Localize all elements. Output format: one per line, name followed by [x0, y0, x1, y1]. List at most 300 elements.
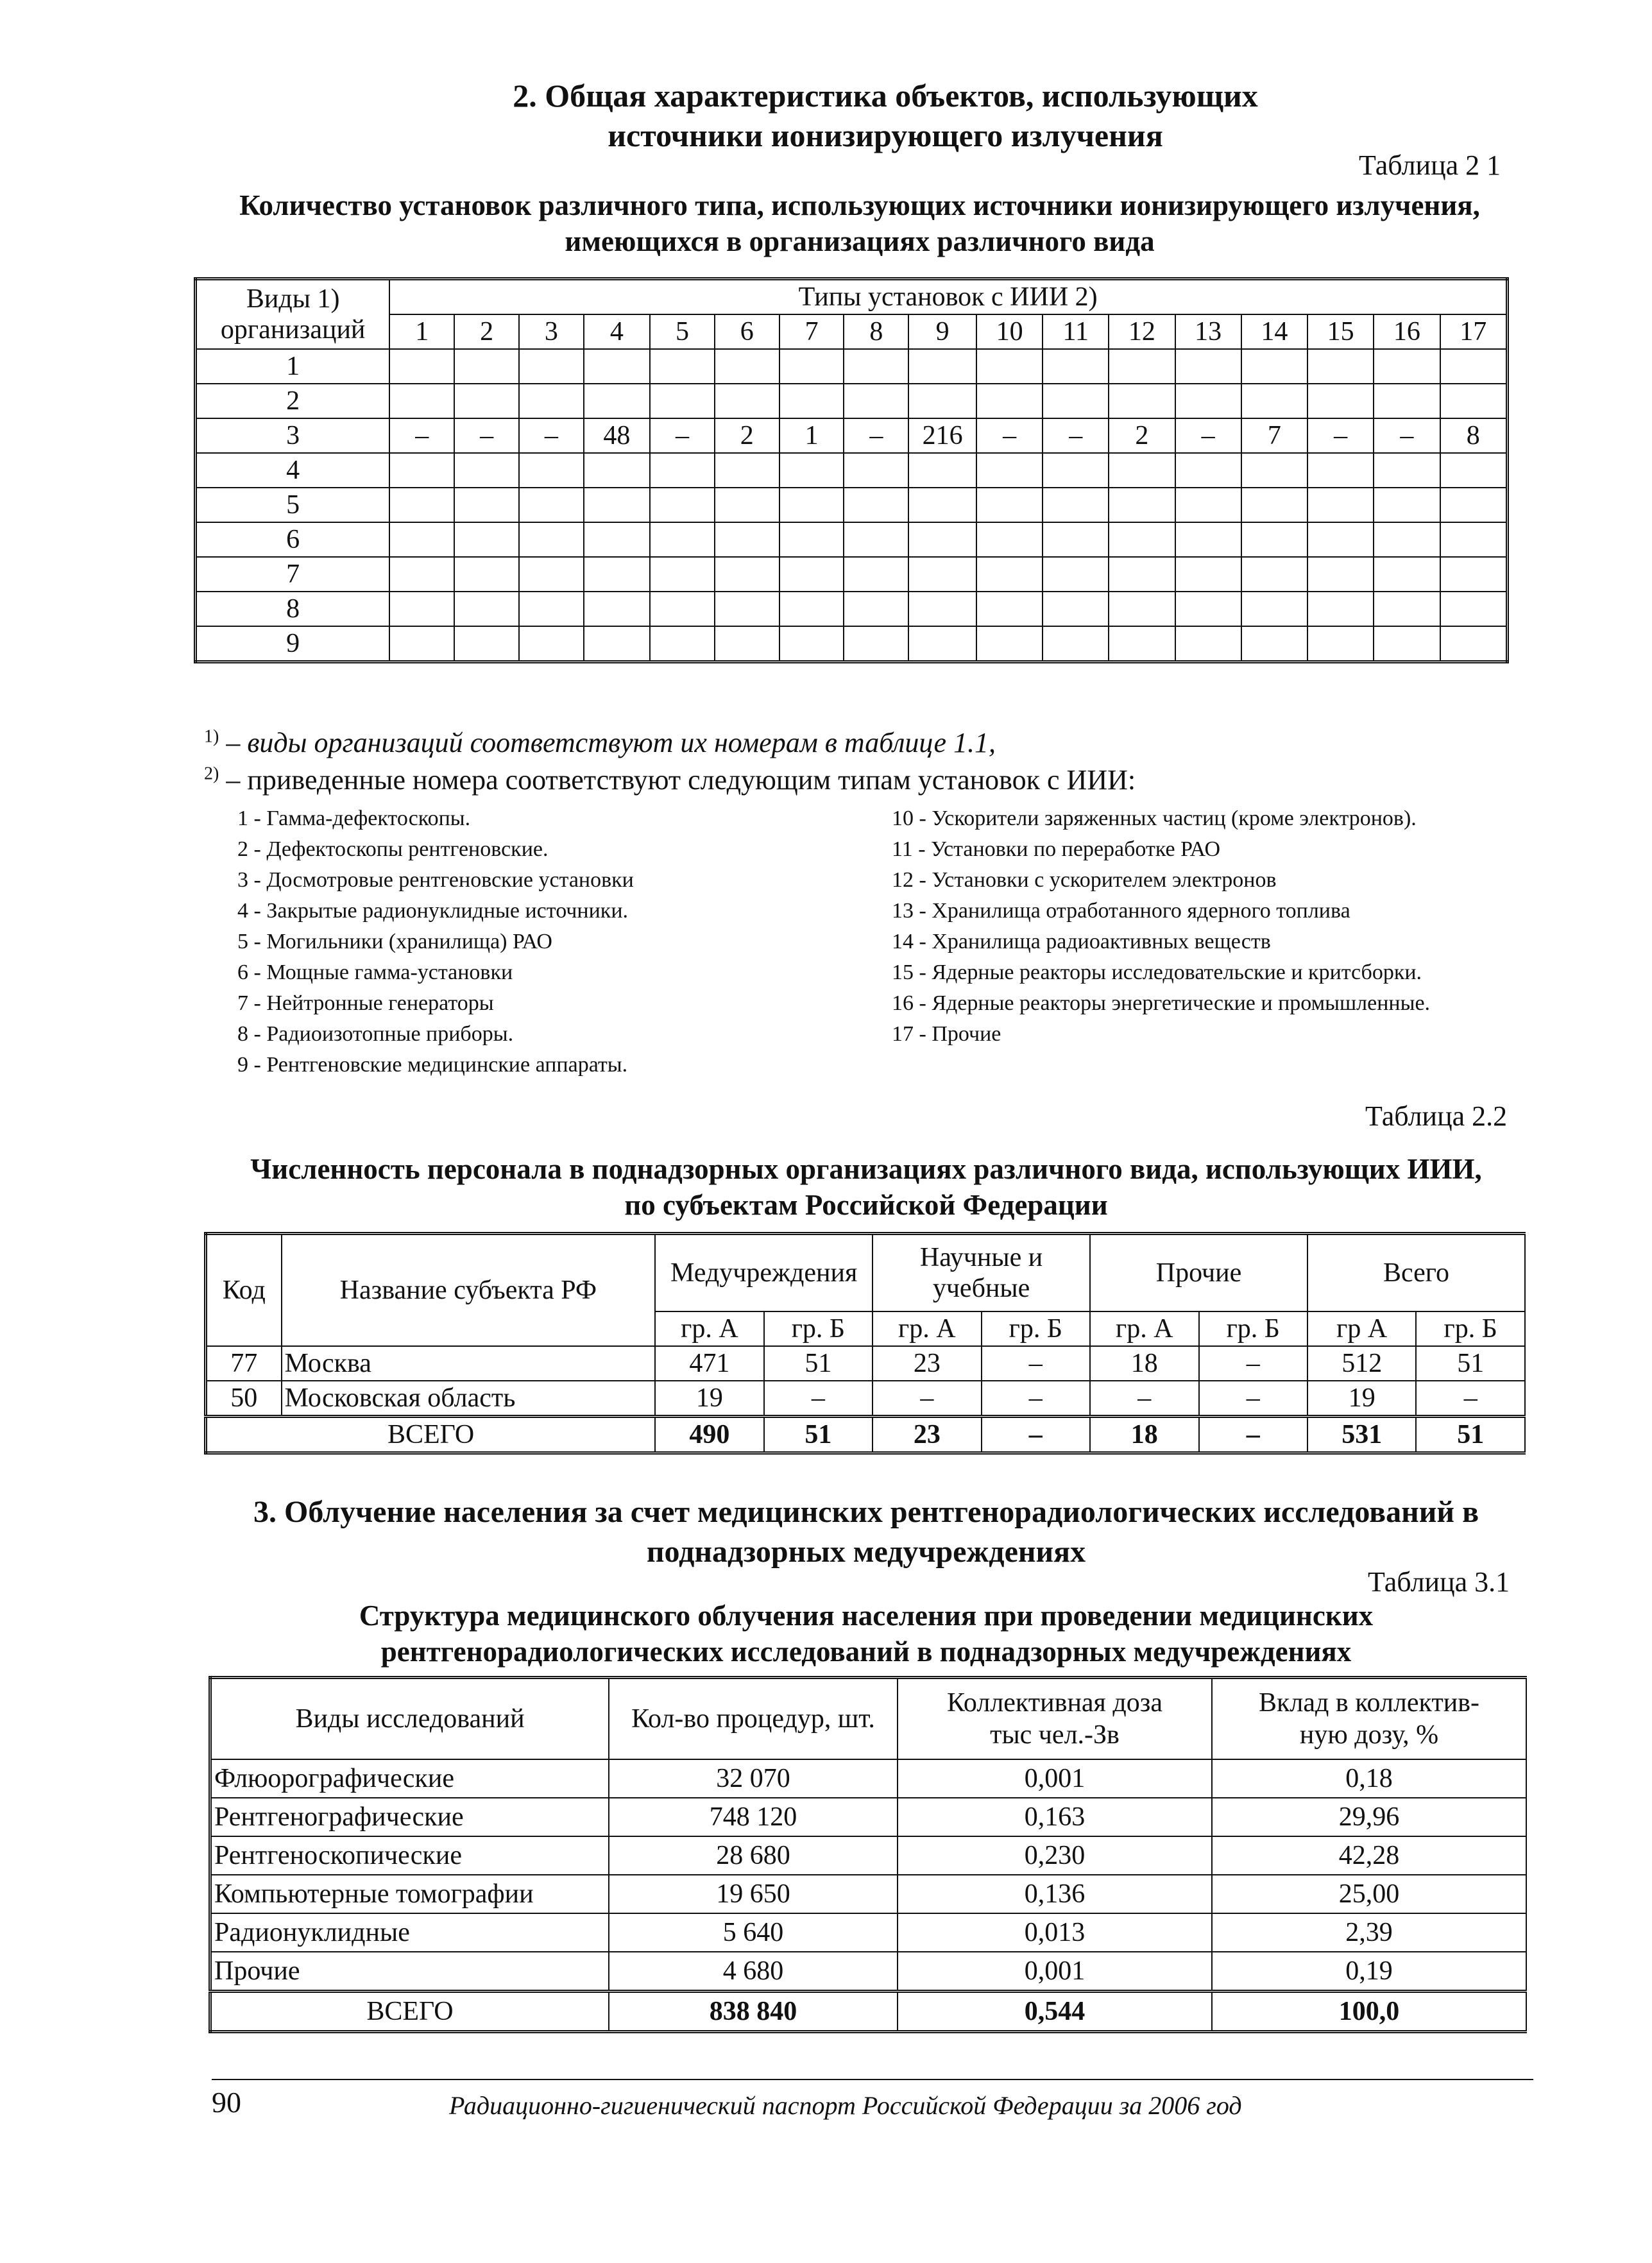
table21-cell: [650, 453, 715, 488]
table31-total-share: 100,0: [1212, 1992, 1526, 2032]
table21-cell: [584, 522, 650, 557]
section3-title-line2: поднадзорных медучреждениях: [646, 1535, 1086, 1569]
table21-note1: [204, 726, 996, 759]
table21-cell: [389, 488, 454, 522]
legend-item: 12 - Установки с ускорителем электронов: [892, 868, 1277, 892]
table21-cell: 8: [1440, 418, 1508, 453]
table21-cell: [908, 626, 976, 662]
table21-type-number: 15: [1307, 314, 1374, 349]
table21-cell: [1043, 592, 1109, 626]
table21-cell: [650, 384, 715, 418]
table21-cell: [779, 592, 844, 626]
table31-share-cell: 0,18: [1212, 1759, 1526, 1798]
table21-cell: [389, 349, 454, 384]
table31-head-dose-line2: тыс чел.-Зв: [990, 1720, 1120, 1750]
table22-value-cell: 18: [1090, 1346, 1198, 1381]
table21-cell: [1241, 626, 1307, 662]
table21-cell: [844, 384, 908, 418]
table21-cell: [1241, 592, 1307, 626]
table21-type-number: 8: [844, 314, 908, 349]
table21-cell: [844, 522, 908, 557]
table22-head-name: Название субъекта РФ: [282, 1234, 656, 1347]
table21-cell: [1109, 349, 1175, 384]
table21-cell: [908, 453, 976, 488]
table22-head-sci: [873, 1234, 1090, 1312]
table21-cell: [1440, 557, 1508, 592]
table22-code-cell: 77: [206, 1346, 282, 1381]
table21-cell: [715, 384, 779, 418]
table21-cell: [976, 488, 1043, 522]
table21-org-cell: 9: [196, 626, 390, 662]
table21-cell: [584, 453, 650, 488]
table22-total-cell: 531: [1307, 1417, 1416, 1453]
table31-dose-cell: 0,001: [898, 1759, 1212, 1798]
table22-total-cell: 490: [655, 1417, 763, 1453]
footer-text: Радиационно-гигиенический паспорт Российской Федерации за 2006 год: [449, 2091, 1242, 2120]
table22-head-other: Прочие: [1090, 1234, 1307, 1312]
table31-name-cell: Компьютерные томографии: [210, 1875, 609, 1913]
table21-cell: [650, 488, 715, 522]
table21-type-number: 13: [1175, 314, 1241, 349]
table21-cell: [1440, 384, 1508, 418]
table21-cell: [1043, 384, 1109, 418]
table21-cell: [584, 626, 650, 662]
table21-org-cell: 2: [196, 384, 390, 418]
table21-label: Таблица 2 1: [1359, 149, 1501, 181]
table21-cell: [779, 522, 844, 557]
table21-caption-line1: Количество установок различного типа, использующих источники ионизирующего излучения,: [239, 189, 1480, 221]
table31-count-cell: 4 680: [609, 1952, 898, 1992]
table21-cell: [908, 592, 976, 626]
table21-cell: [650, 349, 715, 384]
table31-count-cell: 748 120: [609, 1798, 898, 1836]
legend-item: 2 - Дефектоскопы рентгеновские.: [237, 837, 549, 861]
table31-dose-cell: 0,230: [898, 1836, 1212, 1875]
table21-org-cell: 1: [196, 349, 390, 384]
table22-value-cell: 512: [1307, 1346, 1416, 1381]
table31-head-type: Виды исследований: [210, 1678, 609, 1760]
table22-caption-line2: по субъектам Российской Федерации: [624, 1189, 1108, 1221]
table-row: [210, 1875, 1527, 1913]
table21-cell: [1109, 626, 1175, 662]
table21-cell: [519, 488, 584, 522]
table21-cell: [715, 488, 779, 522]
table21-cell: [844, 557, 908, 592]
table31-name-cell: Прочие: [210, 1952, 609, 1992]
table21-cell: [1175, 488, 1241, 522]
table21-cell: [779, 349, 844, 384]
table21-cell: [389, 626, 454, 662]
table22-value-cell: –: [1090, 1381, 1198, 1417]
legend-item: 6 - Мощные гамма-установки: [237, 961, 513, 984]
table22-total-cell: 51: [1416, 1417, 1525, 1453]
table31-share-cell: 25,00: [1212, 1875, 1526, 1913]
legend-item: 15 - Ядерные реакторы исследовательские и критсборки.: [892, 961, 1422, 984]
table-row: [196, 522, 1508, 557]
table21-cell: [844, 592, 908, 626]
legend-item: 4 - Закрытые радионуклидные источники.: [237, 899, 629, 923]
table-row: [210, 1798, 1527, 1836]
table21-cell: [454, 349, 519, 384]
table31-dose-cell: 0,001: [898, 1952, 1212, 1992]
table21-org-cell: 8: [196, 592, 390, 626]
table21-cell: [976, 626, 1043, 662]
table21-cell: [454, 384, 519, 418]
table21-cell: [715, 522, 779, 557]
table21-cell: [1241, 557, 1307, 592]
table21-cell: [1175, 349, 1241, 384]
table21-cell: [1440, 626, 1508, 662]
table21-cell: [650, 522, 715, 557]
table21-cell: [584, 557, 650, 592]
table21-cell: [1175, 522, 1241, 557]
table21-caption: [186, 187, 1533, 259]
table-row: [196, 557, 1508, 592]
table22-total-label: ВСЕГО: [206, 1417, 656, 1453]
table21-type-number: 16: [1374, 314, 1440, 349]
table21-head-types: Типы установок с ИИИ 2): [389, 279, 1507, 315]
table21-cell: [1175, 626, 1241, 662]
table21-cell: [1307, 453, 1374, 488]
table31-count-cell: 5 640: [609, 1913, 898, 1952]
table21-cell: [1241, 349, 1307, 384]
table21-cell: –: [844, 418, 908, 453]
table22-total-cell: 51: [764, 1417, 873, 1453]
table31-total-label: ВСЕГО: [210, 1992, 609, 2032]
legend-item: 5 - Могильники (хранилища) РАО: [237, 930, 552, 953]
table-row: [206, 1346, 1526, 1381]
table21-cell: –: [389, 418, 454, 453]
table31-share-cell: 29,96: [1212, 1798, 1526, 1836]
note1-text: – виды организаций соответствуют их номерам в таблице 1.1,: [226, 727, 996, 758]
footer-rule: [212, 2079, 1533, 2080]
table21-type-number: 4: [584, 314, 650, 349]
table21-cell: [779, 453, 844, 488]
table31-caption-line1: Структура медицинского облучения населения при проведении медицинских: [359, 1600, 1374, 1632]
table22: [204, 1232, 1526, 1455]
table21-type-number: 9: [908, 314, 976, 349]
table22-value-cell: –: [982, 1346, 1090, 1381]
table31-share-cell: 2,39: [1212, 1913, 1526, 1952]
table21-org-cell: 5: [196, 488, 390, 522]
table21-cell: [584, 349, 650, 384]
table31-share-cell: 42,28: [1212, 1836, 1526, 1875]
table31-total-row: [210, 1992, 1527, 2032]
table21-org-cell: 4: [196, 453, 390, 488]
table21-cell: [779, 626, 844, 662]
table21-cell: [584, 592, 650, 626]
table21: [194, 277, 1509, 663]
table21-cell: –: [1043, 418, 1109, 453]
table21-cell: [1374, 349, 1440, 384]
table21-cell: [650, 557, 715, 592]
table21-cell: [584, 384, 650, 418]
table21-cell: [1109, 557, 1175, 592]
table21-cell: [715, 626, 779, 662]
table21-cell: [1440, 522, 1508, 557]
table21-cell: [715, 557, 779, 592]
table21-cell: –: [1374, 418, 1440, 453]
table21-cell: [1374, 626, 1440, 662]
table31-head-share: [1212, 1678, 1526, 1760]
table21-type-number: 6: [715, 314, 779, 349]
legend-item: 3 - Досмотровые рентгеновские установки: [237, 868, 634, 892]
section3-title: [192, 1492, 1540, 1572]
table21-head-org-line1: Виды 1): [246, 284, 340, 314]
legend-item: 16 - Ядерные реакторы энергетические и промышленные.: [892, 991, 1431, 1015]
table22-head-sci-line1: Научные и: [919, 1243, 1043, 1272]
table21-cell: [1109, 592, 1175, 626]
table21-cell: [1175, 592, 1241, 626]
table22-value-cell: 23: [873, 1346, 981, 1381]
table21-cell: [908, 384, 976, 418]
table22-head-med: Медучреждения: [655, 1234, 873, 1312]
table21-cell: [908, 349, 976, 384]
table21-cell: [519, 626, 584, 662]
table21-cell: 7: [1241, 418, 1307, 453]
table22-value-cell: –: [1199, 1381, 1307, 1417]
table22-subhead: гр. Б: [982, 1311, 1090, 1346]
legend-item: 10 - Ускорители заряженных частиц (кроме электронов).: [892, 807, 1417, 830]
table31-name-cell: Радионуклидные: [210, 1913, 609, 1952]
table22-total-row: [206, 1417, 1526, 1453]
table-row: [210, 1759, 1527, 1798]
table21-cell: [1109, 384, 1175, 418]
table22-subhead: гр. Б: [1199, 1311, 1307, 1346]
legend-item: 7 - Нейтронные генераторы: [237, 991, 494, 1015]
table21-cell: [650, 626, 715, 662]
table31-label: Таблица 3.1: [1368, 1566, 1510, 1598]
section2-title-line1: 2. Общая характеристика объектов, использующих: [513, 78, 1258, 114]
table21-cell: 2: [715, 418, 779, 453]
table21-cell: [715, 453, 779, 488]
table21-cell: [908, 557, 976, 592]
table21-cell: –: [1175, 418, 1241, 453]
table22-subhead: гр. Б: [764, 1311, 873, 1346]
table21-type-number: 17: [1440, 314, 1508, 349]
table-row: [196, 488, 1508, 522]
table-row: [210, 1952, 1527, 1992]
table21-cell: [1043, 453, 1109, 488]
table31-name-cell: Рентгеноскопические: [210, 1836, 609, 1875]
table22-total-cell: 23: [873, 1417, 981, 1453]
table22-value-cell: –: [982, 1381, 1090, 1417]
table21-cell: [519, 453, 584, 488]
table22-caption-line1: Численность персонала в поднадзорных организациях различного вида, использующих ИИИ,: [250, 1153, 1482, 1185]
table21-cell: [1241, 522, 1307, 557]
table31-head-share-line2: ную дозу, %: [1299, 1720, 1439, 1750]
section2-title: [212, 76, 1559, 155]
table21-cell: –: [454, 418, 519, 453]
table22-name-cell: Москва: [282, 1346, 656, 1381]
table31-count-cell: 28 680: [609, 1836, 898, 1875]
table21-cell: [844, 626, 908, 662]
table21-cell: [1109, 488, 1175, 522]
table22-value-cell: –: [1199, 1346, 1307, 1381]
table-row: [196, 453, 1508, 488]
table31-dose-cell: 0,163: [898, 1798, 1212, 1836]
table31: [209, 1676, 1527, 2033]
table21-cell: [1109, 522, 1175, 557]
table21-cell: [1241, 384, 1307, 418]
table21-note2: [204, 764, 1136, 796]
table21-cell: [1307, 557, 1374, 592]
table21-cell: [1043, 557, 1109, 592]
table21-cell: [1307, 384, 1374, 418]
table21-cell: [1440, 592, 1508, 626]
legend-item: 11 - Установки по переработке РАО: [892, 837, 1221, 861]
table21-cell: [1307, 522, 1374, 557]
table21-cell: [454, 488, 519, 522]
table21-cell: [976, 592, 1043, 626]
table22-value-cell: 51: [1416, 1346, 1525, 1381]
table21-type-number: 10: [976, 314, 1043, 349]
table21-head-org-line2: организаций: [220, 315, 366, 345]
legend-item: 1 - Гамма-дефектоскопы.: [237, 807, 471, 830]
table21-org-cell: 3: [196, 418, 390, 453]
table21-cell: [1374, 522, 1440, 557]
table21-cell: [519, 522, 584, 557]
table21-cell: 1: [779, 418, 844, 453]
table21-cell: 216: [908, 418, 976, 453]
table21-cell: [454, 522, 519, 557]
table31-dose-cell: 0,136: [898, 1875, 1212, 1913]
note1-mark: 1): [204, 726, 219, 747]
note2-text: – приведенные номера соответствуют следующим типам установок с ИИИ:: [226, 764, 1136, 796]
table21-cell: [1043, 488, 1109, 522]
table22-total-cell: –: [982, 1417, 1090, 1453]
table21-org-cell: 6: [196, 522, 390, 557]
table21-cell: [1374, 453, 1440, 488]
table31-head-dose-line1: Коллективная доза: [947, 1688, 1162, 1718]
table21-cell: [844, 488, 908, 522]
table21-cell: [1043, 626, 1109, 662]
table21-cell: [779, 557, 844, 592]
table31-count-cell: 19 650: [609, 1875, 898, 1913]
table21-type-number: 3: [519, 314, 584, 349]
note2-mark: 2): [204, 764, 219, 784]
table21-cell: [1374, 557, 1440, 592]
table21-cell: [976, 453, 1043, 488]
table22-subhead: гр. А: [1090, 1311, 1198, 1346]
table21-cell: [454, 453, 519, 488]
table22-caption: [192, 1151, 1540, 1223]
table21-cell: [454, 626, 519, 662]
table21-cell: [1109, 453, 1175, 488]
table21-type-number: 14: [1241, 314, 1307, 349]
table21-cell: [389, 522, 454, 557]
table21-cell: [1241, 453, 1307, 488]
table-row: [196, 349, 1508, 384]
table21-cell: [1241, 488, 1307, 522]
table21-type-number: 5: [650, 314, 715, 349]
table22-total-cell: 18: [1090, 1417, 1198, 1453]
table21-cell: [976, 557, 1043, 592]
table31-share-cell: 0,19: [1212, 1952, 1526, 1992]
table21-org-cell: 7: [196, 557, 390, 592]
legend-left: [237, 803, 634, 1080]
table21-cell: [715, 592, 779, 626]
table21-cell: [844, 453, 908, 488]
table-row: [206, 1381, 1526, 1417]
table31-name-cell: Флюорографические: [210, 1759, 609, 1798]
table21-type-number: 12: [1109, 314, 1175, 349]
table-row: [196, 626, 1508, 662]
table21-cell: [779, 488, 844, 522]
table21-cell: [584, 488, 650, 522]
page-number: 90: [212, 2086, 241, 2119]
section2-title-line2: источники ионизирующего излучения: [608, 117, 1163, 153]
table22-value-cell: –: [1416, 1381, 1525, 1417]
table21-type-number: 1: [389, 314, 454, 349]
table22-value-cell: 51: [764, 1346, 873, 1381]
table21-cell: [519, 592, 584, 626]
table21-type-number: 11: [1043, 314, 1109, 349]
table22-value-cell: 471: [655, 1346, 763, 1381]
table21-cell: [519, 384, 584, 418]
table21-cell: [1307, 349, 1374, 384]
table21-cell: –: [976, 418, 1043, 453]
table21-cell: [976, 349, 1043, 384]
table31-head-share-line1: Вклад в коллектив-: [1259, 1688, 1479, 1718]
legend-item: 14 - Хранилища радиоактивных веществ: [892, 930, 1271, 953]
legend-item: 8 - Радиоизотопные приборы.: [237, 1022, 514, 1046]
legend-item: 9 - Рентгеновские медицинские аппараты.: [237, 1053, 628, 1077]
table22-value-cell: –: [764, 1381, 873, 1417]
table-row: [210, 1836, 1527, 1875]
table22-name-cell: Московская область: [282, 1381, 656, 1417]
table21-cell: [1043, 522, 1109, 557]
table21-cell: [976, 522, 1043, 557]
table31-name-cell: Рентгенографические: [210, 1798, 609, 1836]
table21-cell: [844, 349, 908, 384]
table21-cell: [389, 384, 454, 418]
table21-cell: [389, 557, 454, 592]
table21-cell: [1307, 592, 1374, 626]
table22-label: Таблица 2.2: [1365, 1100, 1508, 1132]
table21-cell: [1374, 488, 1440, 522]
table21-cell: 2: [1109, 418, 1175, 453]
table-row: [196, 384, 1508, 418]
table21-cell: [1307, 626, 1374, 662]
table21-cell: –: [650, 418, 715, 453]
table21-cell: [1175, 384, 1241, 418]
table22-subhead: гр А: [1307, 1311, 1416, 1346]
table21-cell: [519, 349, 584, 384]
table31-total-dose: 0,544: [898, 1992, 1212, 2032]
table21-cell: [908, 488, 976, 522]
table31-head-count: Кол-во процедур, шт.: [609, 1678, 898, 1760]
table31-total-count: 838 840: [609, 1992, 898, 2032]
table31-count-cell: 32 070: [609, 1759, 898, 1798]
table21-cell: [454, 557, 519, 592]
table-row: [196, 592, 1508, 626]
table21-cell: [1374, 384, 1440, 418]
table22-head-total: Всего: [1307, 1234, 1525, 1312]
table21-cell: [1440, 453, 1508, 488]
table21-cell: [389, 592, 454, 626]
table22-code-cell: 50: [206, 1381, 282, 1417]
table21-caption-line2: имеющихся в организациях различного вида: [565, 225, 1155, 257]
table22-subhead: гр. А: [655, 1311, 763, 1346]
table21-cell: –: [1307, 418, 1374, 453]
table21-cell: [389, 453, 454, 488]
table22-value-cell: 19: [655, 1381, 763, 1417]
table21-cell: [908, 522, 976, 557]
table21-cell: [454, 592, 519, 626]
table31-caption-line2: рентгенорадиологических исследований в поднадзорных медучреждениях: [380, 1635, 1352, 1668]
table21-cell: [519, 557, 584, 592]
